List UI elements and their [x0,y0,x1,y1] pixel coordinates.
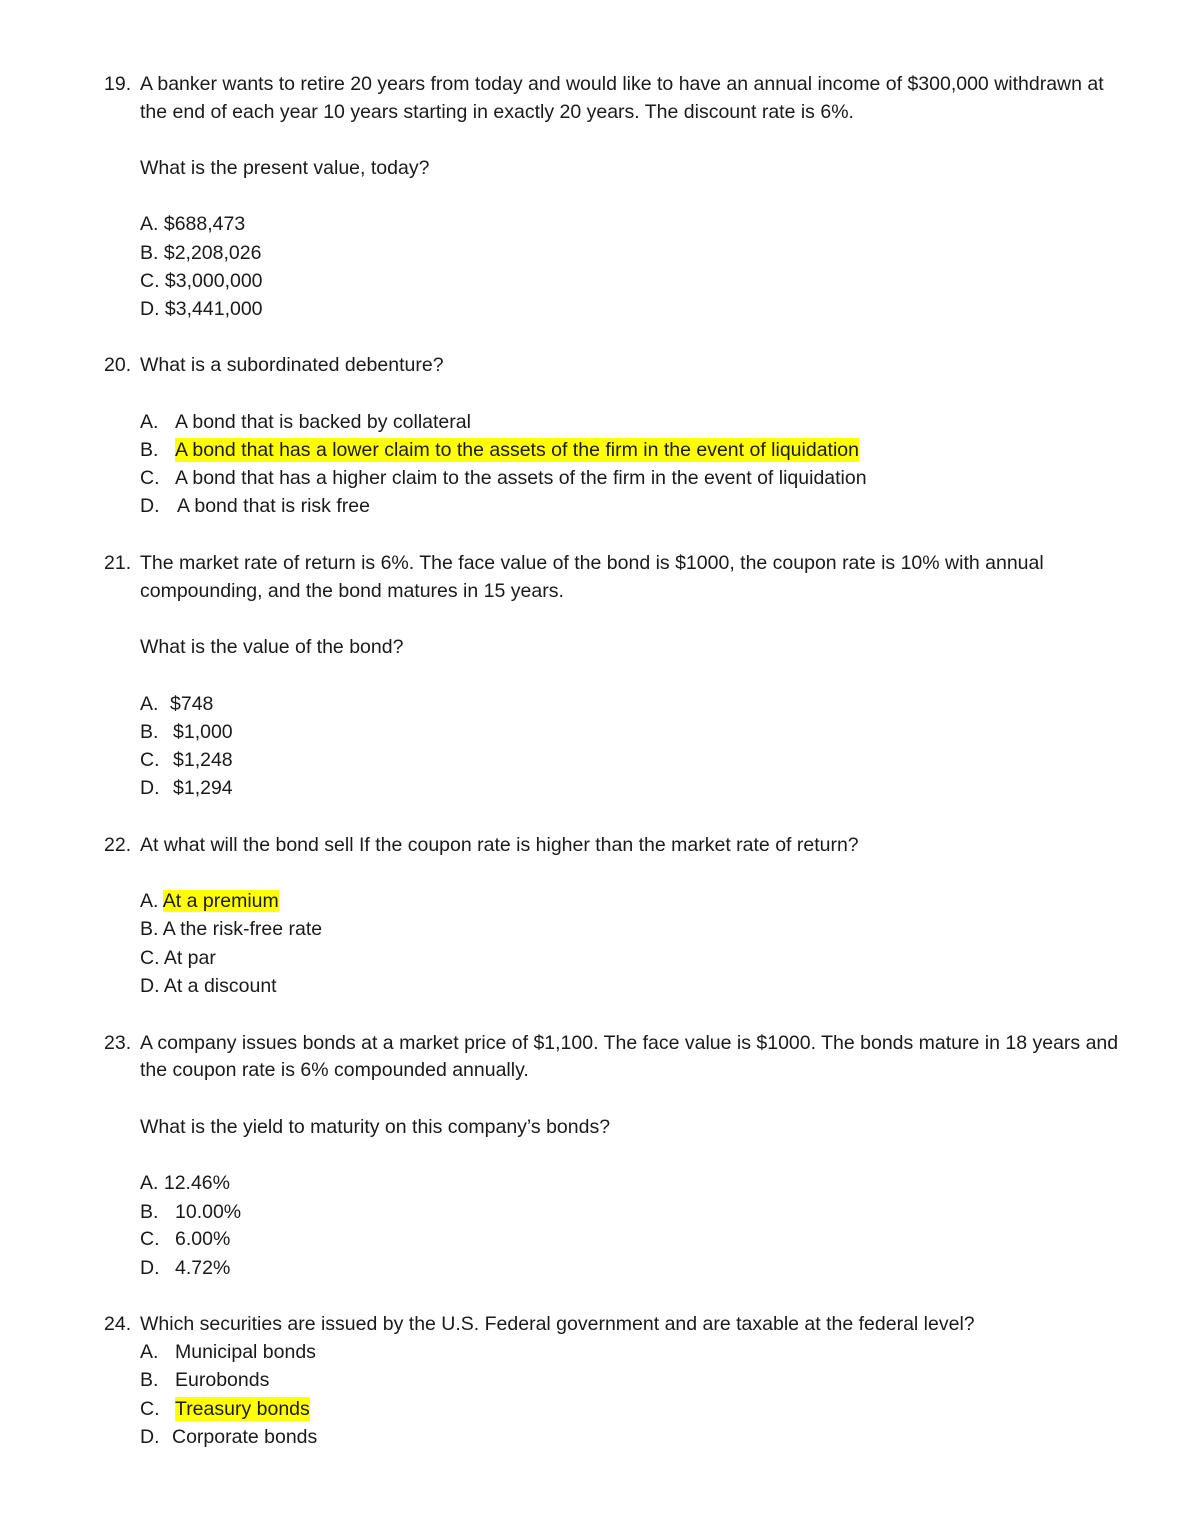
option-text: 12.46% [163,1172,230,1194]
answer-option [140,269,263,293]
highlighted-answer: Treasury bonds [175,1398,310,1420]
option-text: At par [163,947,216,969]
option-letter: A. [140,411,159,433]
highlighted-answer: At a premium [162,890,279,912]
question-text: At what will the bond sell If the coupon rate is higher than the market rate of return? [140,834,859,856]
option-letter: C. [140,467,160,489]
question-number: 22. [104,834,132,856]
option-text: $1,000 [173,721,233,743]
option-text: At a discount [163,975,277,997]
answer-option [140,212,245,236]
option-letter: A. [140,1341,159,1363]
option-text: A the risk-free rate [162,918,323,940]
option-letter: C. [140,1398,160,1420]
option-text: $3,000,000 [164,270,263,292]
answer-option [140,889,279,913]
option-letter: B. [140,1201,159,1223]
question-text: Which securities are issued by the U.S. Federal government and are taxable at the federal level? [140,1313,975,1335]
question-number: 21. [104,552,132,574]
question-text: A banker wants to retire 20 years from today and would like to have an annual income of $300,000 withdrawn at [140,73,1104,95]
answer-option [140,946,216,970]
option-text: 6.00% [175,1228,231,1250]
option-letter: C. [140,947,160,969]
option-text: 10.00% [175,1201,242,1223]
option-letter: B. [140,242,159,264]
question-text: the coupon rate is 6% compounded annually. [140,1059,529,1081]
answer-option [140,1171,230,1195]
question-text: compounding, and the bond matures in 15 years. [140,580,564,602]
question-prompt: What is the yield to maturity on this company’s bonds? [140,1116,611,1138]
question-text: A company issues bonds at a market price of $1,100. The face value is $1000. The bonds mature in 18 years and [140,1032,1119,1054]
option-text: Eurobonds [175,1369,270,1391]
option-text: A bond that is backed by collateral [175,411,471,433]
option-letter: A. [140,693,159,715]
option-letter: C. [140,1228,160,1250]
option-letter: B. [140,918,159,940]
option-letter: D. [140,298,160,320]
option-text: $2,208,026 [163,242,262,264]
option-text: $688,473 [163,213,246,235]
option-text: $3,441,000 [164,298,263,320]
option-letter: A. [140,890,159,912]
option-text: $748 [170,693,214,715]
question-prompt: What is the present value, today? [140,157,430,179]
option-text: Corporate bonds [172,1426,318,1448]
option-text: Municipal bonds [175,1341,316,1363]
option-letter: D. [140,777,160,799]
question-number: 20. [104,354,132,376]
option-letter: A. [140,1172,159,1194]
option-letter: D. [140,1257,160,1279]
option-text: $1,248 [173,749,233,771]
question-text: the end of each year 10 years starting in exactly 20 years. The discount rate is 6%. [140,101,854,123]
option-letter: C. [140,270,160,292]
option-letter: B. [140,721,159,743]
option-text: A bond that is risk free [177,495,370,517]
option-text: A bond that has a higher claim to the assets of the firm in the event of liquidation [175,467,867,489]
option-letter: B. [140,439,159,461]
option-letter: D. [140,495,160,517]
question-number: 23. [104,1032,132,1054]
answer-option [140,241,261,265]
option-text: $1,294 [173,777,233,799]
question-number: 19. [104,73,132,95]
option-letter: D. [140,975,160,997]
question-prompt: What is the value of the bond? [140,636,404,658]
answer-option [140,917,322,941]
option-text: 4.72% [175,1257,231,1279]
option-letter: C. [140,749,160,771]
option-letter: D. [140,1426,160,1448]
answer-option [140,974,277,998]
question-number: 24. [104,1313,132,1335]
highlighted-answer: A bond that has a lower claim to the assets of the firm in the event of liquidation [175,439,859,461]
option-letter: B. [140,1369,159,1391]
question-text: What is a subordinated debenture? [140,354,444,376]
answer-option [140,297,263,321]
question-text: The market rate of return is 6%. The face value of the bond is $1000, the coupon rate is 10% with annual [140,552,1044,574]
option-letter: A. [140,213,159,235]
